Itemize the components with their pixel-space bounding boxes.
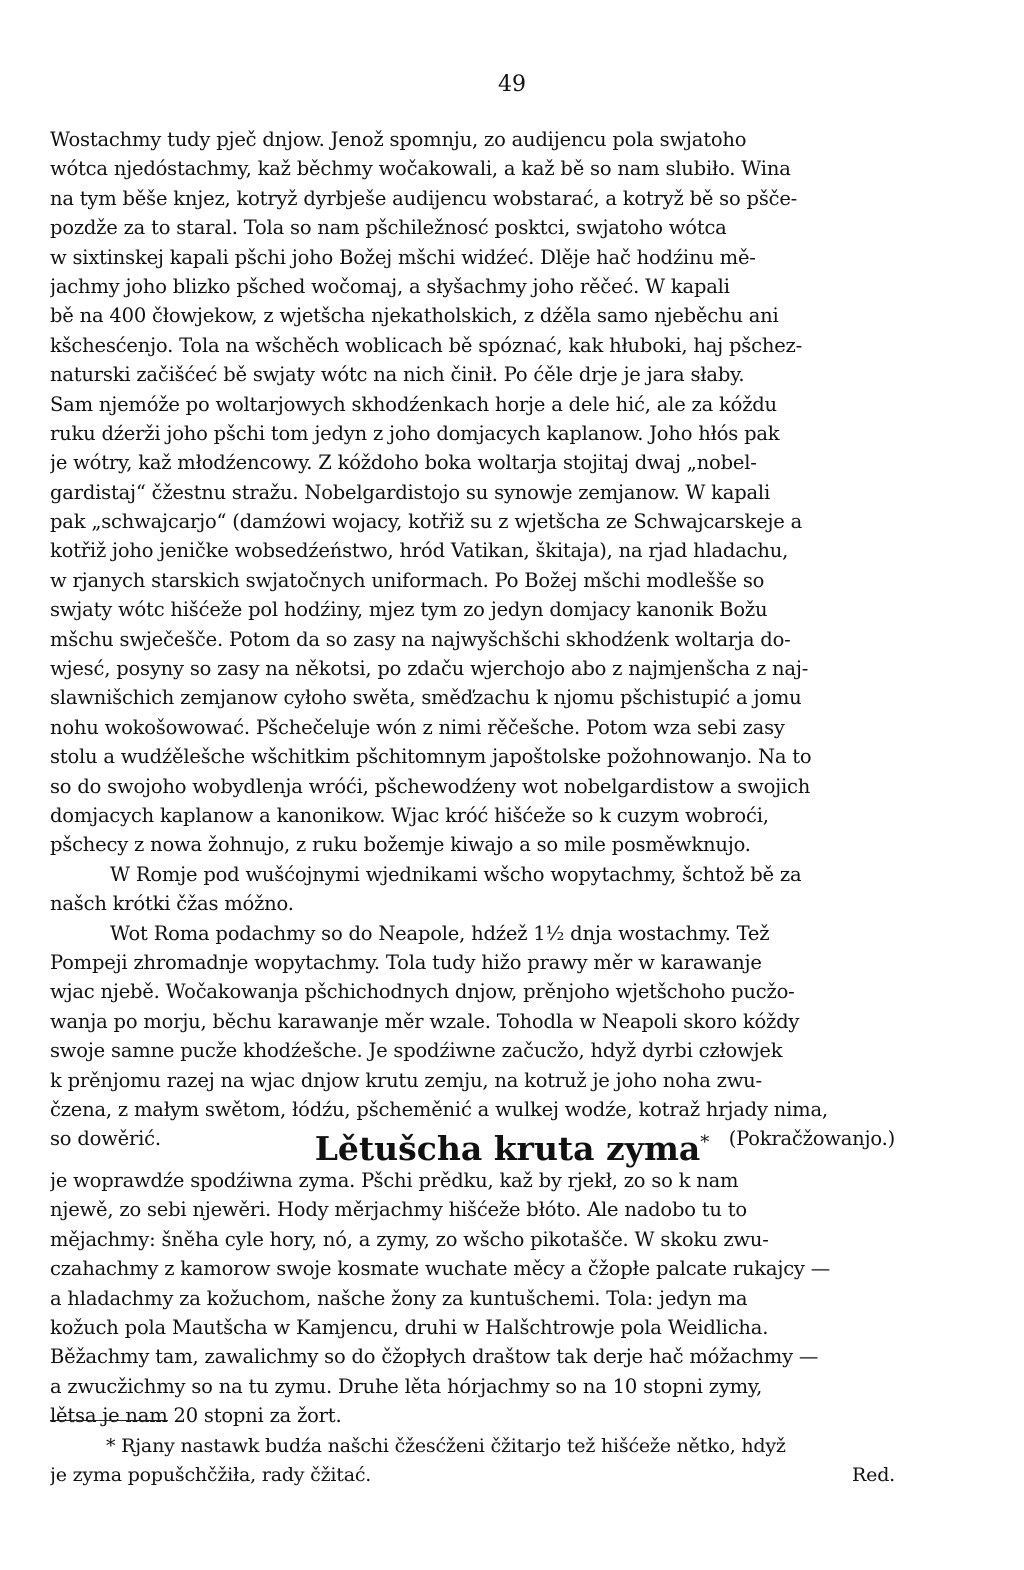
text-line: wjac njebě. Wočakowanja pšchichodnych dnjow, prěnjoho wjetšchoho pucžo- [50, 980, 795, 1004]
body-text [50, 125, 895, 1154]
text-line: Běžachmy tam, zawalichmy so do čžopłych draštow tak derje hač móžachmy — [50, 1345, 819, 1369]
text-line: W Romje pod wušćojnymi wjednikami wšcho wopytachmy, šchtož bě za [110, 862, 802, 886]
text-line-end: so dowěrić. [50, 1127, 161, 1151]
text-line: mšchu swječešče. Potom da so zasy na najwyšchšchi skhodźenk woltarja do- [50, 627, 791, 651]
footnote [50, 1432, 895, 1491]
text-line: pozdže za to staral. Tola so nam pšchiležnosć posktci, swjatoho wótca [50, 216, 727, 240]
footnote-divider [50, 1420, 168, 1421]
text-line: našch krótki čžas móžno. [50, 892, 294, 916]
text-line: so do swojoho wobydlenja wróći, pšchewodźeny wot nobelgardistow a swojich [50, 774, 811, 798]
text-line: kožuch pola Mautšcha w Kamjencu, druhi w Halšchtrowje pola Weidlicha. [50, 1315, 769, 1339]
text-line: slawnišchich zemjanow cyłoho swěta, směďzachu k njomu pšchistupić a jomu [50, 686, 802, 710]
text-line: čzena, z małym swětom, łódźu, pšcheměnić a wulkej wodźe, kotraž hrjady nima, [50, 1097, 828, 1121]
page-number: 49 [498, 72, 526, 97]
text-line: kšchesćenjo. Tola na wšchěch woblicach bě spóznać, kak hłuboki, haj pšchez- [50, 333, 802, 357]
text-line: wótca njedóstachmy, kaž běchmy wočakowali, a kaž bě so nam slubiło. Wina [50, 157, 791, 181]
text-line: ruku dźerži joho pšchi tom jedyn z joho domjacych kaplanow. Joho hłós pak [50, 421, 780, 445]
text-line: swoje samne pucže khodźešche. Je spodźiwne začucžo, hdyž dyrbi człowjek [50, 1039, 783, 1063]
continuation-note: (Pokračžowanjo.) [728, 1127, 895, 1151]
text-line: nohu wokošowować. Pšchečeluje wón z nimi rěčešche. Potom wza sebi zasy [50, 715, 785, 739]
footnote-line-end: je zyma popušchčžiła, rady čžitać. [50, 1464, 372, 1487]
text-line: Sam njemóže po woltarjowych skhodźenkach horje a dele hić, ale za kóždu [50, 392, 777, 416]
text-line: czahachmy z kamorow swoje kosmate wuchate měcy a čžopłe palcate rukajcy — [50, 1257, 831, 1281]
footnote-mark: * [700, 1132, 710, 1153]
text-line: njewě, zo sebi njewěri. Hody měrjachmy hišćeže błóto. Ale nadobo tu to [50, 1198, 747, 1222]
text-line: gardistaj“ čžestnu stražu. Nobelgardistojo su synowje zemjanow. W kapali [50, 480, 771, 504]
editor-signature: Red. [852, 1464, 895, 1487]
text-line: a hladachmy za kožuchom, našche žony za kuntušchemi. Tola: jedyn ma [50, 1286, 748, 1310]
text-line: w rjanych starskich swjatočnych uniformach. Po Božej mšchi modlešše so [50, 568, 765, 592]
footnote-line: * Rjany nastawk budźa našchi čžesćženi čžitarjo tež hišćeže nětko, hdyž [106, 1435, 786, 1457]
text-line: pšchecy z nowa žohnujo, z ruku božemje kiwajo a so mile posměwknujo. [50, 833, 751, 857]
footnote-line [50, 1461, 895, 1490]
text-line: pak „schwajcarjo“ (damźowi wojacy, kotřiž su z wjetšcha ze Schwajcarskeje a [50, 510, 803, 534]
text-line: wanja po morju, běchu karawanje měr wzale. Tohodla w Neapoli skoro kóždy [50, 1009, 800, 1033]
article-body [50, 1166, 895, 1431]
text-line: domjacych kaplanow a kanonikow. Wjac króć hišćeže so k cuzym wobroći, [50, 803, 769, 827]
article-title-text: Lětušcha kruta zyma [314, 1129, 701, 1168]
text-line: kotřiž joho jeničke wobsedźeństwo, hród Vatikan, škitaja), na rjad hladachu, [50, 539, 789, 563]
text-line: Wot Roma podachmy so do Neapole, hdźež 1½ dnja wostachmy. Tež [110, 921, 770, 945]
text-line: Wostachmy tudy pječ dnjow. Jenož spomnju, zo audijencu pola swjatoho [50, 128, 747, 151]
text-line: wjesć, posyny so zasy na někotsi, po zdaču wjerchojo abo z najmjenšcha z naj- [50, 657, 809, 681]
text-line: w sixtinskej kapali pšchi joho Božej mšchi widźeć. Dlěje hač hodźinu mě- [50, 245, 756, 269]
article-title [0, 1123, 1024, 1168]
text-line: a zwucžichmy so na tu zymu. Druhe lěta hórjachmy so na 10 stopni zymy, [50, 1374, 763, 1398]
text-line: na tym běše knjez, kotryž dyrbješe audijencu wobstarać, a kotryž bě so pšče- [50, 186, 798, 210]
text-line: k prěnjomu razej na wjac dnjow krutu zemju, na kotruž je joho noha zwu- [50, 1068, 762, 1092]
text-line: jachmy joho blizko pšched wočomaj, a słyšachmy joho rěčeć. W kapali [50, 274, 730, 298]
text-line: je woprawdźe spodźiwna zyma. Pšchi prědku, kaž by rjekł, zo so k nam [50, 1169, 739, 1192]
text-line: naturski začišćeć bě swjaty wótc na nich činił. Po ćěle drje je jara słaby. [50, 363, 745, 387]
text-line: lětsa je nam 20 stopni za žort. [50, 1404, 342, 1428]
text-line: stolu a wudźělešche wšchitkim pšchitomnym japoštolske požohnowanjo. Na to [50, 745, 812, 769]
text-line: je wótry, kaž młodźencowy. Z kóždoho boka woltarja stojitaj dwaj „nobel- [50, 451, 757, 475]
text-line: mějachmy: šněha cyle hory, nó, a zymy, zo wšcho pikotašče. W skoku zwu- [50, 1227, 769, 1251]
text-line: swjaty wótc hišćeže pol hodźiny, mjez tym zo jedyn domjacy kanonik Božu [50, 598, 768, 622]
text-line: Pompeji zhromadnje wopytachmy. Tola tudy hižo prawy měr w karawanje [50, 950, 762, 974]
text-line: bě na 400 čłowjekow, z wjetšcha njekatholskich, z dźěla samo njeběchu ani [50, 304, 779, 328]
